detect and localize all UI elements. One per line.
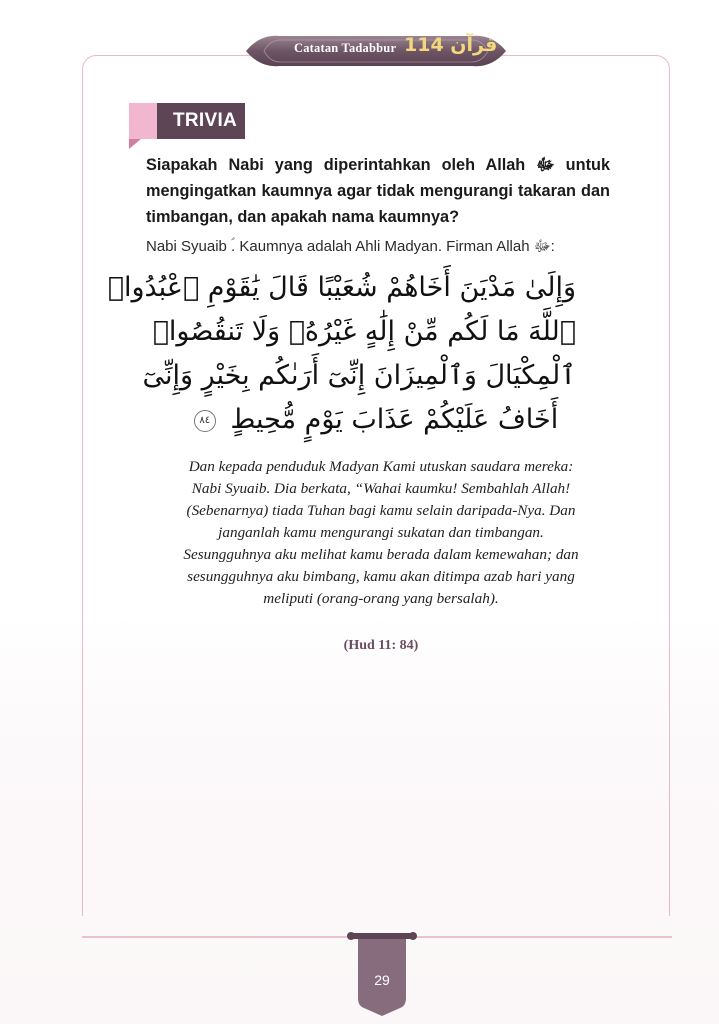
header-title: Catatan Tadabbur [294, 41, 397, 55]
page-number-tab [346, 928, 418, 1018]
page-number: 29 [374, 972, 390, 988]
trivia-fold [129, 139, 141, 149]
question-text: Siapakah Nabi yang diperintahkan oleh Allah ﷻ untuk mengingatkan kaumnya agar tidak mengurangi takaran dan timbangan, dan apakah nama kaumnya? [146, 156, 610, 226]
verse-line: وَإِلَىٰ مَدْيَنَ أَخَاهُمْ شُعَيْبًا قَالَ يَٰقَوْمِ ٱعْبُدُوا۟ [107, 272, 576, 303]
trivia-accent-bar [129, 103, 157, 139]
trivia-label: TRIVIA [157, 103, 245, 139]
ayah-number-marker: ٨٤ [194, 410, 216, 432]
verse-translation: Dan kepada penduduk Madyan Kami utuskan saudara mereka: Nabi Syuaib. Dia berkata, “Wahai kaumku! Sembahlah Allah! (Sebenarnya) tiada Tuhan bagi kamu selain daripada-Nya. Dan janganlah kamu mengurangi sukatan dan timbangan. Sesungguhnya aku melihat kamu berada dalam kemewahan; dan sesungguhnya aku bimbang, kamu akan ditimpa azab hari yang meliputi (orang-orang yang bersalah). [183, 458, 579, 607]
verse-citation: (Hud 11: 84) [343, 638, 419, 653]
header-banner [246, 30, 506, 72]
verse-line-last [176, 398, 576, 442]
verse-line: أَخَافُ عَلَيْكُمْ عَذَابَ يَوْمٍ مُّحِيطٍ [230, 404, 559, 435]
verse-line: ٱلْمِكْيَالَ وَٱلْمِيزَانَ إِنِّىٓ أَرَىٰكُم بِخَيْرٍ وَإِنِّىٓ [142, 360, 576, 391]
quran-verse [107, 266, 576, 442]
verse-line: ٱللَّهَ مَا لَكُم مِّنْ إِلَٰهٍ غَيْرُهُۥ وَلَا تَنقُصُوا۟ [152, 316, 576, 347]
answer-text: Nabi Syuaib ؑ. Kaumnya adalah Ahli Madyan. Firman Allah ﷻ: [146, 238, 555, 255]
header-logo: قرآن 114 [404, 34, 498, 56]
